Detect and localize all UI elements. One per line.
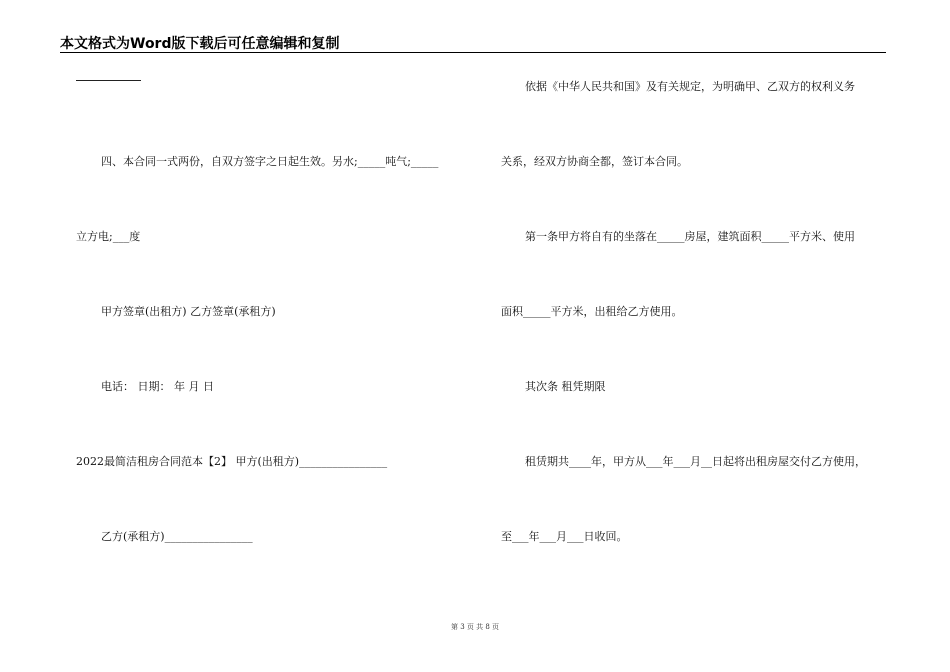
page-number: 第 3 页 共 8 页 [450, 623, 500, 631]
left-line-4: 电话： 日期： 年 月 日 [101, 380, 214, 393]
right-line-4: 面积_____平方米，出租给乙方使用。 [501, 305, 683, 318]
right-line-7: 至___年___月___日收回。 [501, 530, 628, 543]
right-line-5: 其次条 租凭期限 [525, 380, 606, 393]
blank-underline [76, 80, 141, 81]
left-line-2: 立方电;___度 [76, 230, 141, 243]
header-divider [60, 52, 886, 53]
left-line-1: 四、本合同一式两份，自双方签字之日起生效。另水;_____吨气;_____ [101, 155, 439, 168]
left-line-5: 2022最简洁租房合同范本【2】 甲方(出租方)________________ [76, 455, 388, 468]
left-line-3: 甲方签章(出租方) 乙方签章(承租方) [101, 305, 276, 318]
document-header-title: 本文格式为Word版下载后可任意编辑和复制 [60, 36, 340, 52]
right-line-3: 第一条甲方将自有的坐落在_____房屋，建筑面积_____平方米、使用 [525, 230, 855, 243]
right-line-6: 租赁期共____年，甲方从___年___月__日起将出租房屋交付乙方使用， [525, 455, 866, 468]
right-line-2: 关系，经双方协商全都，签订本合同。 [501, 155, 688, 168]
left-line-6: 乙方(承租方)________________ [101, 530, 253, 543]
right-line-1: 依据《中华人民共和国》及有关规定，为明确甲、乙双方的权利义务 [525, 80, 855, 93]
